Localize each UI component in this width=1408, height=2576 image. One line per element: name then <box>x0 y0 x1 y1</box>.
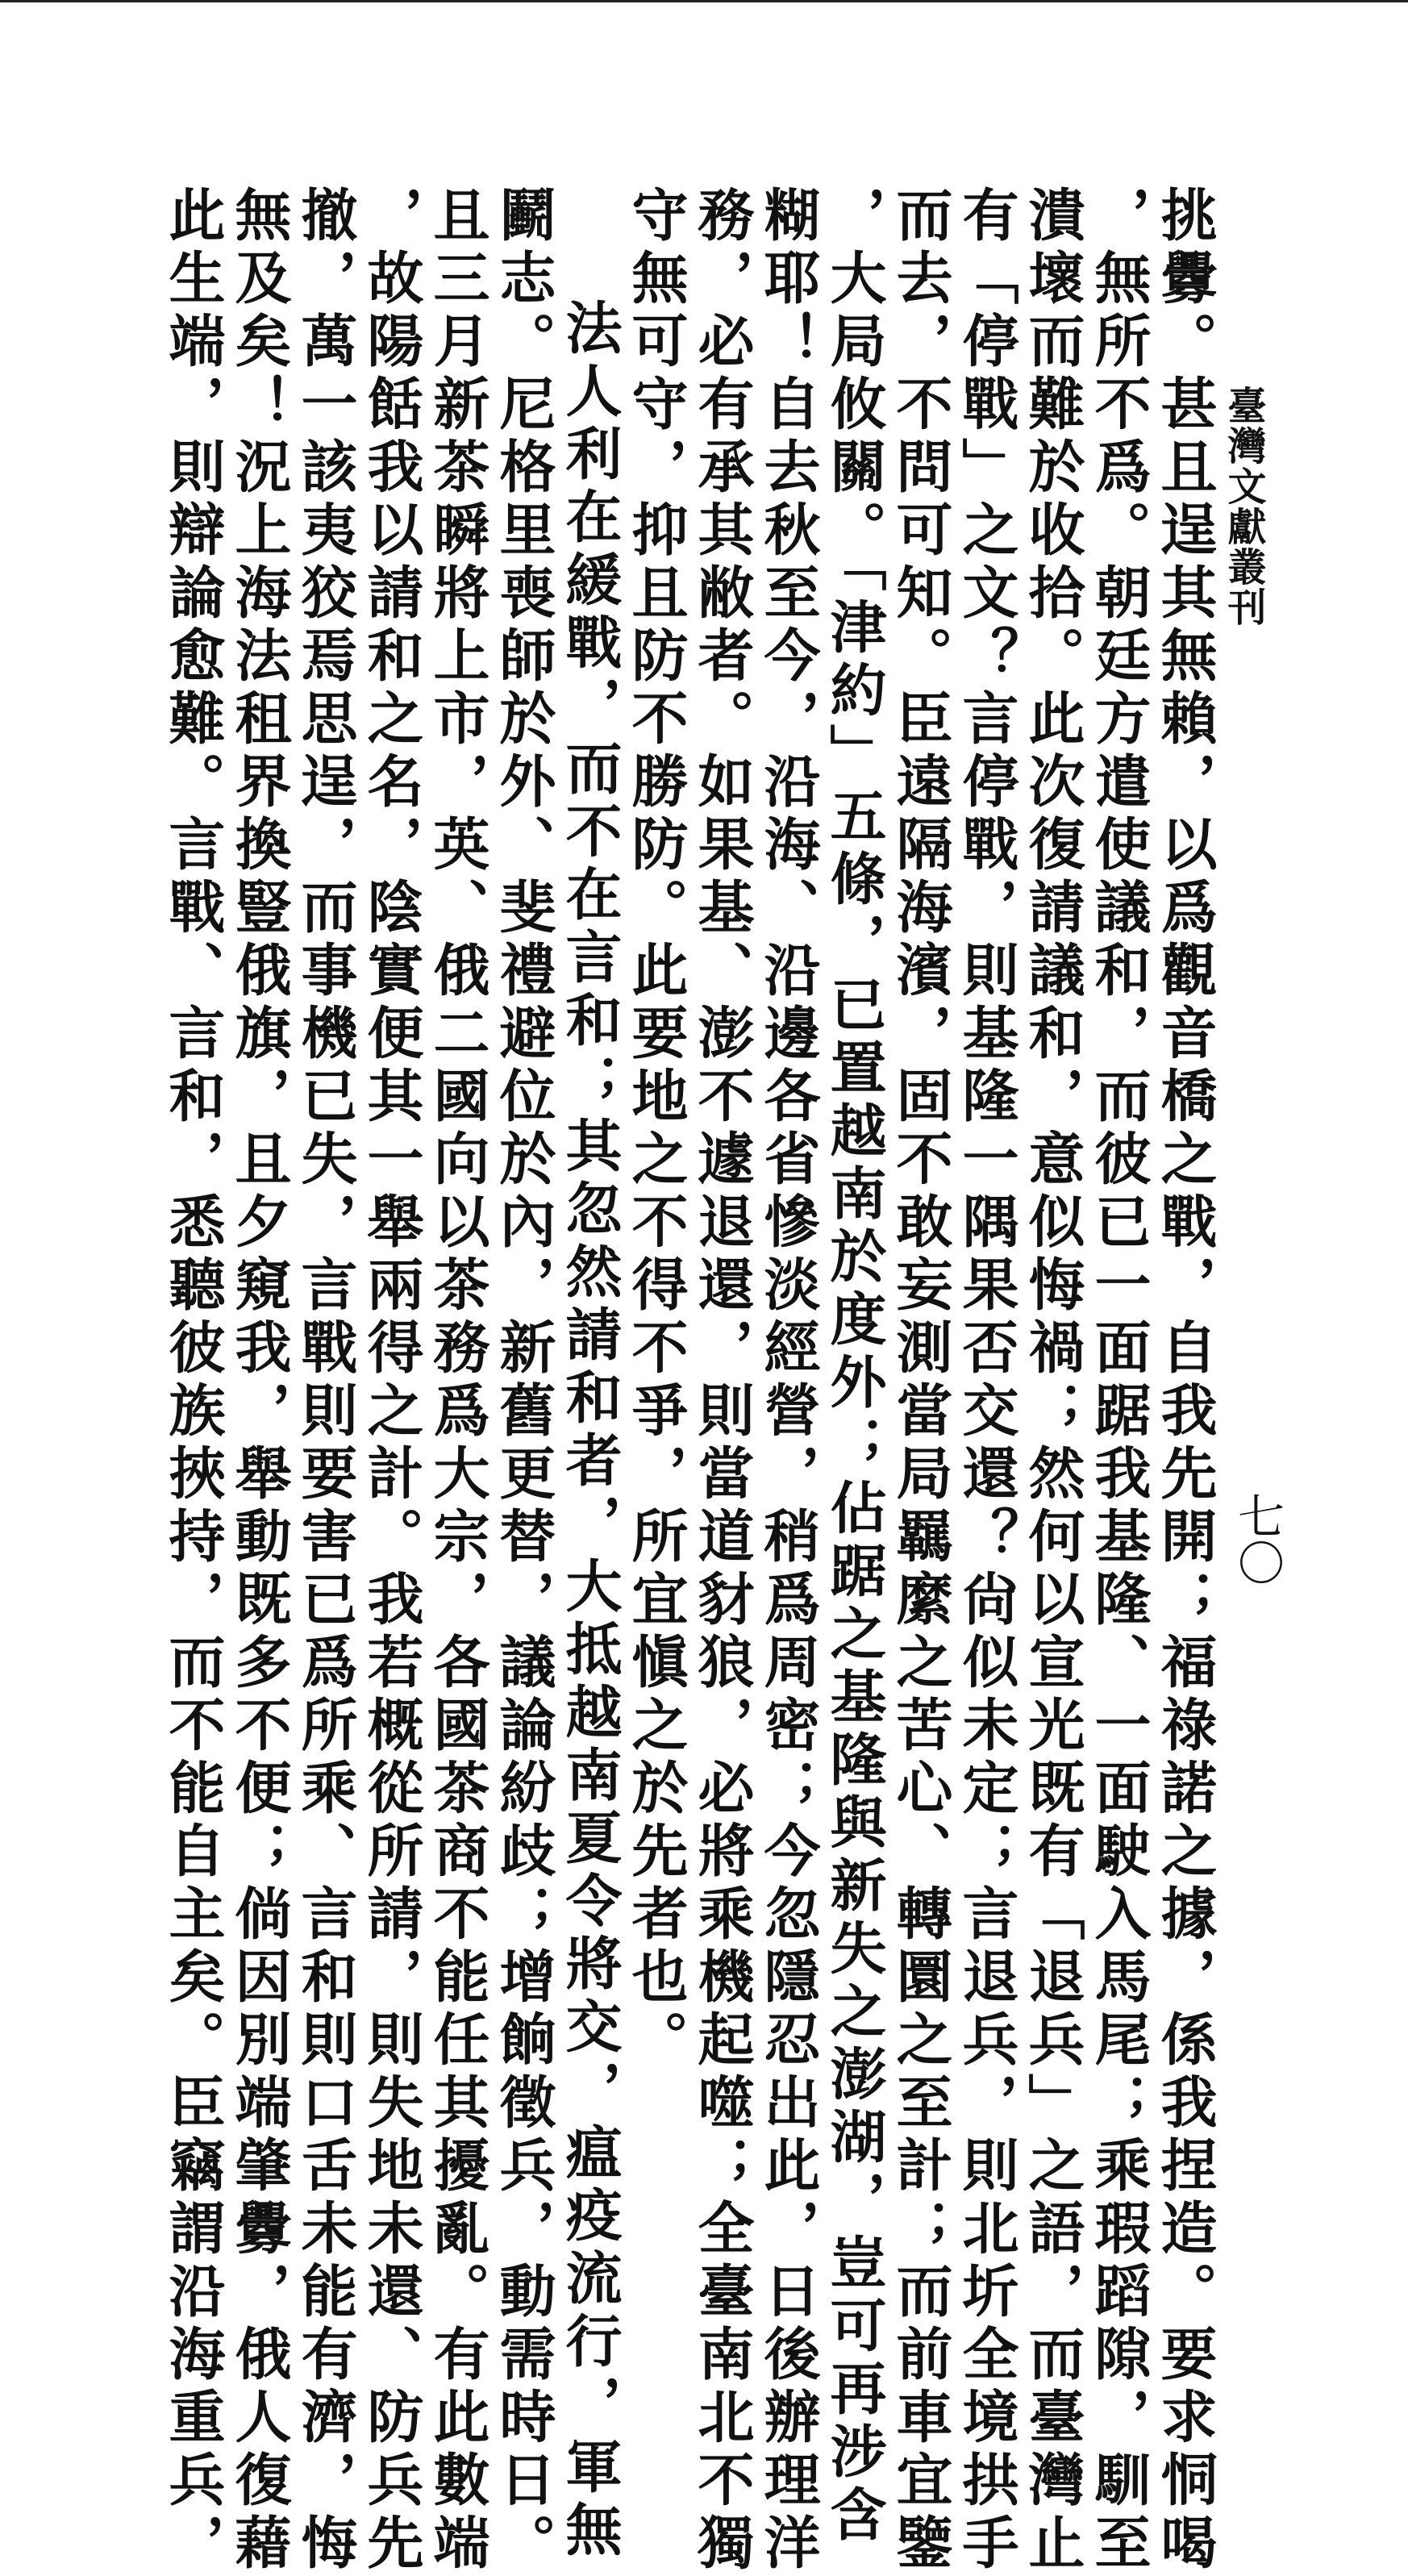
text-column: ，大局攸關。「津約」五條，已置越南於度外；佔踞之基隆與新失之澎湖，豈可再涉含 <box>821 185 888 2548</box>
text-column: 有「停戰」之文？言停戰，則基隆一隅果否交還？尙似未定；言退兵，則北圻全境拱手 <box>953 185 1020 2576</box>
text-column: ，故陽餂我以請和之名，陰實便其一舉兩得之計。我若概從所請，則失地未還、防兵先 <box>358 185 425 2576</box>
text-column: 無及矣！況上海法租界換豎俄旗，且夕窺我，舉動既多不便；倘因別端肇釁，俄人復藉 <box>226 185 293 2576</box>
running-header-title: 臺灣文獻叢刊 <box>1221 386 1266 627</box>
text-column: 鬬志。尼格里喪師於外、斐禮避位於內，新舊更替，議論紛歧；增餉徵兵，動需時日。 <box>490 185 557 2576</box>
text-column: 此生端，則辯論愈難。言戰、言和，悉聽彼族挾持，而不能自主矣。臣竊謂沿海重兵， <box>160 185 227 2576</box>
text-column: 撤，萬一該夷狡焉思逞，而事機已失，言戰則要害已爲所乘、言和則口舌未能有濟，悔 <box>292 185 359 2576</box>
text-column: 且三月新茶瞬將上市，英、俄二國向以茶務爲大宗，各國茶商不能任其擾亂。有此數端 <box>424 185 491 2576</box>
body-text <box>153 185 1218 2576</box>
text-column: 務，必有承其敝者。如果基、澎不遽退還，則當道豺狼，必將乘機起噬；全臺南北不獨 <box>689 185 756 2576</box>
top-rule <box>0 0 1408 2</box>
text-column: 潰壞而難於收拾。此次復請議和，意似悔禍；然何以宣光既有「退兵」之語，而臺灣止 <box>1019 185 1086 2576</box>
text-column: ，無所不爲。朝廷方遣使議和，而彼已一面踞我基隆、一面駛入馬尾；乘瑕蹈隙，馴至 <box>1085 185 1152 2576</box>
page-number: 七〇 <box>1230 1492 1285 1586</box>
text-column: 而去，不問可知。臣遠隔海濱，固不敢妄測當局羈縻之苦心、轉圜之至計；而前車宜鑒 <box>887 185 954 2576</box>
text-column: 挑釁。甚且逞其無賴，以爲觀音橋之戰，自我先開；福祿諾之據，係我捏造。要求恫喝 <box>1152 185 1218 2576</box>
text-column: 守無可守，抑且防不勝防。此要地之不得不爭，所宜愼之於先者也。 <box>623 185 689 2073</box>
text-column: 糊耶！自去秋至今，沿海、沿邊各省慘淡經營，稍爲周密；今忽隱忍出此，日後辦理洋 <box>755 185 822 2576</box>
text-column-paragraph-start: 法人利在緩戰，而不在言和；其忽然請和者，大抵越南夏令將交，瘟疫流行，軍無 <box>556 298 623 2563</box>
